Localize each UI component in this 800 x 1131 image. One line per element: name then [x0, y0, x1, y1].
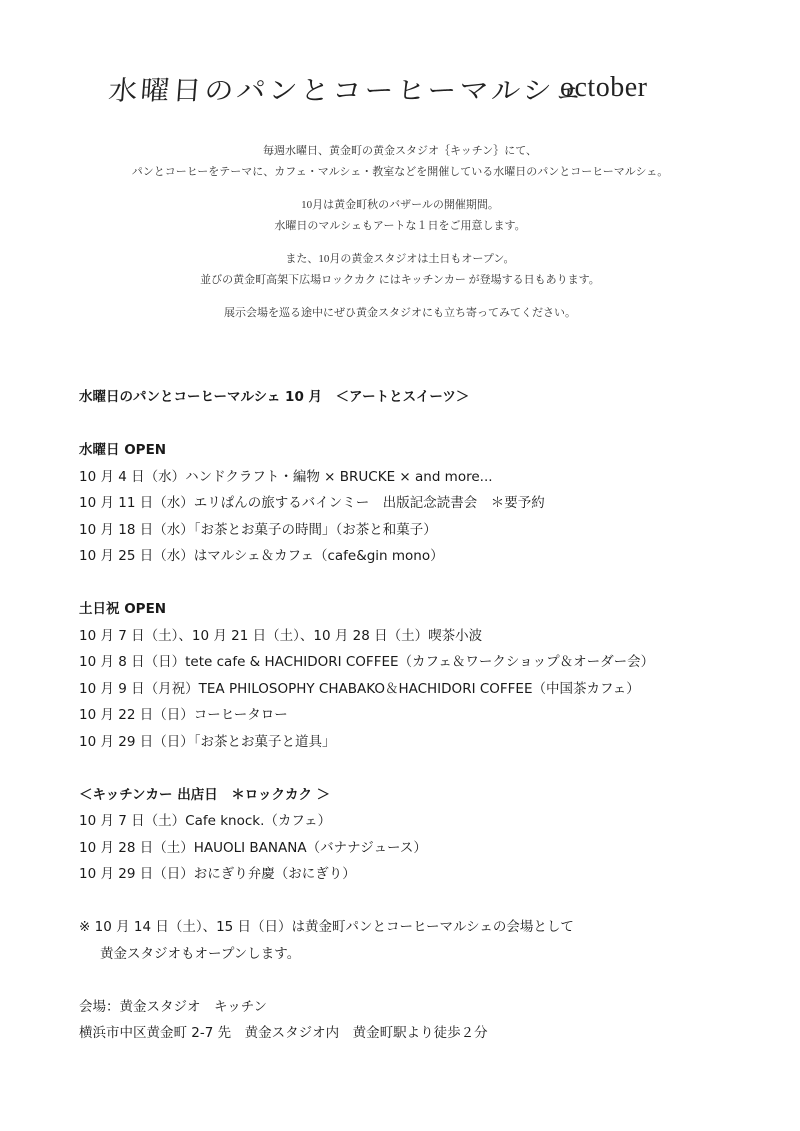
- schedule-item: 10 月 28 日（土）HAUOLI BANANA（バナナジュース）: [79, 839, 427, 856]
- intro-line: 水曜日のマルシェもアートな１日をご用意します。: [274, 220, 526, 232]
- page-header: [107, 70, 690, 110]
- intro-paragraph: [0, 141, 800, 183]
- wednesday-title: 水曜日 OPEN: [79, 442, 167, 458]
- event-title: 水曜日のパンとコーヒーマルシェ: [107, 74, 588, 106]
- schedule-item: 10 月 9 日（月祝）TEA PHILOSOPHY CHABAKO＆HACHIDORI COFFEE（中国茶カフェ）: [79, 680, 640, 697]
- schedule-section: [79, 384, 759, 1047]
- intro-line: 展示会場を巡る途中にぜひ黄金スタジオにも立ち寄ってみてください。: [224, 307, 576, 319]
- intro-paragraph: [0, 195, 800, 237]
- schedule-item: 10 月 7 日（土）、10 月 21 日（土）、10 月 28 日（土）喫茶小波: [79, 627, 483, 644]
- schedule-heading: 水曜日のパンとコーヒーマルシェ 10 月 ＜アートとスイーツ＞: [79, 389, 470, 405]
- intro-line: 毎週水曜日、黄金町の黄金スタジオ｛キッチン｝にて、: [262, 145, 537, 157]
- schedule-item: 10 月 29 日（日）おにぎり弁慶（おにぎり）: [79, 866, 356, 882]
- month-title: october: [560, 72, 648, 103]
- note-line: 黄金スタジオもオープンします。: [100, 945, 301, 962]
- venue-address: 横浜市中区黄金町 2-7 先 黄金スタジオ内 黄金町駅より徒歩２分: [79, 1025, 488, 1041]
- intro-paragraph: [0, 249, 800, 291]
- note-line: ※ 10 月 14 日（土）、15 日（日）は黄金町パンとコーヒーマルシェの会場として: [79, 919, 574, 935]
- schedule-item: 10 月 22 日（日）コーヒータロー: [79, 707, 288, 723]
- kitchencar-title: ＜キッチンカー 出店日 ＊ロックカク ＞: [79, 786, 331, 803]
- intro-paragraph: [0, 303, 800, 324]
- intro-line: パンとコーヒーをテーマに、カフェ・マルシェ・教室などを開催している水曜日のパンとコーヒーマルシェ。: [131, 166, 669, 178]
- venue-line: 会場：黄金スタジオ キッチン: [79, 998, 268, 1015]
- intro-line: 並びの黄金町高架下広場ロックカク にはキッチンカー が登場する日もあります。: [200, 274, 600, 286]
- intro-line: 10月は黄金町秋のバザールの開催期間。: [301, 199, 499, 211]
- weekend-title: 土日祝 OPEN: [79, 601, 167, 617]
- schedule-item: 10 月 11 日（水）エリぱんの旅するバインミー 出版記念読書会 ＊要予約: [79, 495, 545, 511]
- schedule-item: 10 月 7 日（土）Cafe knock.（カフェ）: [79, 813, 332, 829]
- intro-text: [0, 141, 800, 336]
- schedule-item: 10 月 25 日（水）はマルシェ＆カフェ（cafe&gin mono）: [79, 548, 444, 564]
- schedule-item: 10 月 4 日（水）ハンドクラフト・編物 × BRUCKE × and more...: [79, 468, 493, 485]
- schedule-item: 10 月 18 日（水）「お茶とお菓子の時間」（お茶と和菓子）: [79, 521, 437, 538]
- intro-line: また、10月の黄金スタジオは土日もオープン。: [285, 253, 515, 265]
- schedule-item: 10 月 29 日（日）「お茶とお菓子と道具」: [79, 733, 336, 750]
- schedule-item: 10 月 8 日（日）tete cafe & HACHIDORI COFFEE（カフェ＆ワークショップ＆オーダー会）: [79, 654, 655, 670]
